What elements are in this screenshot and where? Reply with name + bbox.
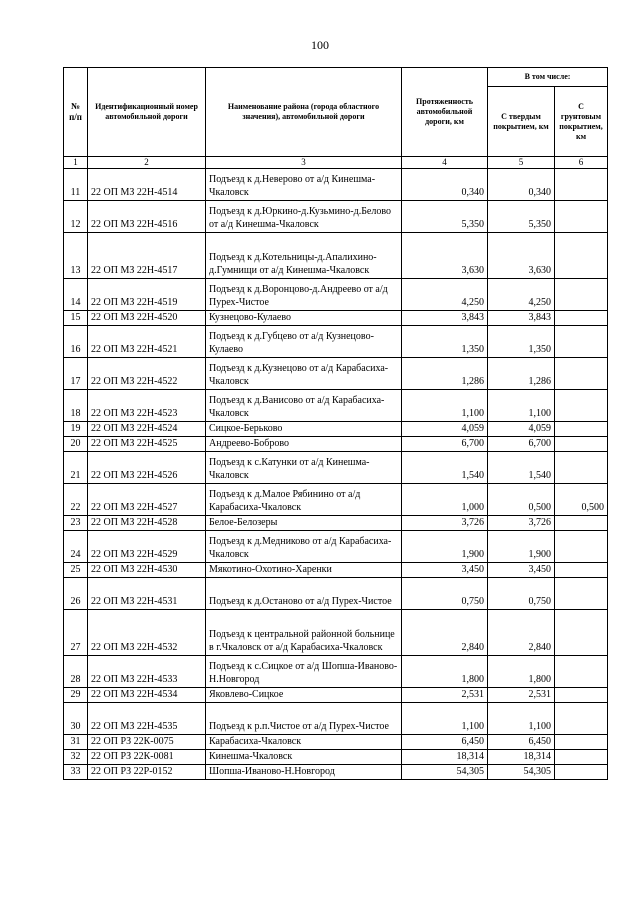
row-number: 25 [64, 563, 88, 578]
row-number: 19 [64, 422, 88, 437]
column-number-4: 4 [402, 157, 488, 169]
dirt-surface-length [555, 703, 608, 735]
hard-surface-length: 5,350 [488, 201, 555, 233]
table-row [64, 484, 608, 516]
road-id: 22 ОП МЗ 22Н-4520 [88, 311, 206, 326]
dirt-surface-length [555, 735, 608, 750]
road-length: 1,100 [402, 390, 488, 422]
table-row [64, 279, 608, 311]
table-row [64, 703, 608, 735]
dirt-surface-length [555, 358, 608, 390]
table-row [64, 688, 608, 703]
hard-surface-length: 0,750 [488, 578, 555, 610]
table-row [64, 201, 608, 233]
road-name: Белое-Белозеры [206, 516, 402, 531]
column-number-3: 3 [206, 157, 402, 169]
table-row [64, 390, 608, 422]
column-number-row [64, 157, 608, 169]
road-name: Андреево-Боброво [206, 437, 402, 452]
dirt-surface-length [555, 750, 608, 765]
row-number: 14 [64, 279, 88, 311]
dirt-surface-length [555, 437, 608, 452]
road-name: Подъезд к д.Губцево от а/д Кузнецово-Кулаево [206, 326, 402, 358]
row-number: 16 [64, 326, 88, 358]
dirt-surface-length [555, 578, 608, 610]
dirt-surface-length [555, 656, 608, 688]
table-row [64, 358, 608, 390]
header-col-hard-surface: С твердым покрытием, км [488, 87, 555, 157]
road-id: 22 ОП МЗ 22Н-4535 [88, 703, 206, 735]
table-row [64, 516, 608, 531]
hard-surface-length: 3,450 [488, 563, 555, 578]
hard-surface-length: 1,800 [488, 656, 555, 688]
road-id: 22 ОП МЗ 22Н-4526 [88, 452, 206, 484]
table-row [64, 765, 608, 780]
table-row [64, 563, 608, 578]
row-number: 18 [64, 390, 88, 422]
road-length: 1,286 [402, 358, 488, 390]
row-number: 23 [64, 516, 88, 531]
road-length: 0,340 [402, 169, 488, 201]
road-id: 22 ОП МЗ 22Н-4529 [88, 531, 206, 563]
road-id: 22 ОП МЗ 22Н-4521 [88, 326, 206, 358]
road-name: Сицкое-Берьково [206, 422, 402, 437]
hard-surface-length: 3,843 [488, 311, 555, 326]
hard-surface-length: 6,450 [488, 735, 555, 750]
road-name: Подъезд к с.Катунки от а/д Кинешма-Чкаловск [206, 452, 402, 484]
row-number: 20 [64, 437, 88, 452]
hard-surface-length: 4,250 [488, 279, 555, 311]
road-id: 22 ОП МЗ 22Н-4524 [88, 422, 206, 437]
hard-surface-length: 1,100 [488, 390, 555, 422]
road-length: 4,059 [402, 422, 488, 437]
dirt-surface-length [555, 422, 608, 437]
road-length: 1,000 [402, 484, 488, 516]
road-name: Подъезд к с.Сицкое от а/д Шопша-Иваново-Н.Новгород [206, 656, 402, 688]
dirt-surface-length: 0,500 [555, 484, 608, 516]
table-row [64, 452, 608, 484]
roads-table [63, 67, 608, 780]
row-number: 26 [64, 578, 88, 610]
row-number: 30 [64, 703, 88, 735]
table-row [64, 656, 608, 688]
row-number: 12 [64, 201, 88, 233]
road-length: 54,305 [402, 765, 488, 780]
road-length: 1,800 [402, 656, 488, 688]
table-row [64, 326, 608, 358]
road-length: 1,100 [402, 703, 488, 735]
road-length: 3,726 [402, 516, 488, 531]
dirt-surface-length [555, 765, 608, 780]
hard-surface-length: 0,500 [488, 484, 555, 516]
row-number: 28 [64, 656, 88, 688]
dirt-surface-length [555, 610, 608, 656]
road-id: 22 ОП МЗ 22Н-4517 [88, 233, 206, 279]
road-name: Кинешма-Чкаловск [206, 750, 402, 765]
table-body [64, 169, 608, 780]
row-number: 21 [64, 452, 88, 484]
road-id: 22 ОП МЗ 22Н-4527 [88, 484, 206, 516]
table-row [64, 311, 608, 326]
table-row [64, 422, 608, 437]
road-id: 22 ОП МЗ 22Н-4530 [88, 563, 206, 578]
header-group-including: В том числе: [488, 68, 608, 87]
hard-surface-length: 1,900 [488, 531, 555, 563]
road-name: Подъезд к д.Неверово от а/д Кинешма-Чкаловск [206, 169, 402, 201]
hard-surface-length: 1,350 [488, 326, 555, 358]
hard-surface-length: 6,700 [488, 437, 555, 452]
road-length: 6,450 [402, 735, 488, 750]
road-name: Подъезд к д.Медниково от а/д Карабасиха-Чкаловск [206, 531, 402, 563]
header-col-number: № п/п [64, 68, 88, 157]
road-name: Шопша-Иваново-Н.Новгород [206, 765, 402, 780]
header-col-dirt-surface: С грунтовым покрытием, км [555, 87, 608, 157]
table-row [64, 233, 608, 279]
header-col-length: Протяженность автомобильной дороги, км [402, 68, 488, 157]
hard-surface-length: 4,059 [488, 422, 555, 437]
column-number-5: 5 [488, 157, 555, 169]
road-name: Подъезд к д.Останово от а/д Пурех-Чистое [206, 578, 402, 610]
row-number: 31 [64, 735, 88, 750]
road-length: 5,350 [402, 201, 488, 233]
dirt-surface-length [555, 326, 608, 358]
hard-surface-length: 1,100 [488, 703, 555, 735]
hard-surface-length: 1,286 [488, 358, 555, 390]
road-length: 3,450 [402, 563, 488, 578]
road-name: Подъезд к д.Малое Рябинино от а/д Карабасиха-Чкаловск [206, 484, 402, 516]
hard-surface-length: 1,540 [488, 452, 555, 484]
hard-surface-length: 18,314 [488, 750, 555, 765]
road-length: 0,750 [402, 578, 488, 610]
road-id: 22 ОП РЗ 22К-0075 [88, 735, 206, 750]
road-id: 22 ОП МЗ 22Н-4516 [88, 201, 206, 233]
road-id: 22 ОП МЗ 22Н-4528 [88, 516, 206, 531]
hard-surface-length: 2,840 [488, 610, 555, 656]
road-id: 22 ОП РЗ 22Р-0152 [88, 765, 206, 780]
row-number: 24 [64, 531, 88, 563]
road-name: Подъезд к центральной районной больнице в г.Чкаловск от а/д Карабасиха-Чкаловск [206, 610, 402, 656]
dirt-surface-length [555, 452, 608, 484]
road-length: 1,900 [402, 531, 488, 563]
road-id: 22 ОП МЗ 22Н-4514 [88, 169, 206, 201]
road-name: Подъезд к д.Котельницы-д.Апалихино-д.Гумнищи от а/д Кинешма-Чкаловск [206, 233, 402, 279]
road-length: 1,540 [402, 452, 488, 484]
road-length: 3,843 [402, 311, 488, 326]
dirt-surface-length [555, 279, 608, 311]
row-number: 22 [64, 484, 88, 516]
road-name: Подъезд к д.Ванисово от а/д Карабасиха-Чкаловск [206, 390, 402, 422]
hard-surface-length: 3,630 [488, 233, 555, 279]
dirt-surface-length [555, 563, 608, 578]
road-length: 1,350 [402, 326, 488, 358]
hard-surface-length: 2,531 [488, 688, 555, 703]
road-name: Подъезд к д.Кузнецово от а/д Карабасиха-Чкаловск [206, 358, 402, 390]
road-length: 6,700 [402, 437, 488, 452]
hard-surface-length: 54,305 [488, 765, 555, 780]
road-id: 22 ОП МЗ 22Н-4519 [88, 279, 206, 311]
row-number: 13 [64, 233, 88, 279]
table-row [64, 169, 608, 201]
dirt-surface-length [555, 311, 608, 326]
column-number-2: 2 [88, 157, 206, 169]
table-row [64, 531, 608, 563]
road-length: 4,250 [402, 279, 488, 311]
page-number: 100 [311, 38, 329, 52]
road-name: Мякотино-Охотино-Харенки [206, 563, 402, 578]
dirt-surface-length [555, 169, 608, 201]
row-number: 11 [64, 169, 88, 201]
road-length: 18,314 [402, 750, 488, 765]
road-name: Кузнецово-Кулаево [206, 311, 402, 326]
row-number: 27 [64, 610, 88, 656]
table-row [64, 578, 608, 610]
road-id: 22 ОП МЗ 22Н-4533 [88, 656, 206, 688]
road-length: 2,531 [402, 688, 488, 703]
road-name: Подъезд к д.Воронцово-д.Андреево от а/д Пурех-Чистое [206, 279, 402, 311]
header-col-id: Идентификационный номер автомобильной дороги [88, 68, 206, 157]
row-number: 32 [64, 750, 88, 765]
column-number-1: 1 [64, 157, 88, 169]
dirt-surface-length [555, 531, 608, 563]
dirt-surface-length [555, 688, 608, 703]
road-name: Подъезд к р.п.Чистое от а/д Пурех-Чистое [206, 703, 402, 735]
road-id: 22 ОП МЗ 22Н-4531 [88, 578, 206, 610]
row-number: 29 [64, 688, 88, 703]
dirt-surface-length [555, 516, 608, 531]
table-row [64, 750, 608, 765]
table-row [64, 437, 608, 452]
dirt-surface-length [555, 201, 608, 233]
road-name: Яковлево-Сицкое [206, 688, 402, 703]
road-id: 22 ОП МЗ 22Н-4532 [88, 610, 206, 656]
road-length: 2,840 [402, 610, 488, 656]
row-number: 33 [64, 765, 88, 780]
road-name: Подъезд к д.Юркино-д.Кузьмино-д.Белово от а/д Кинешма-Чкаловск [206, 201, 402, 233]
table-row [64, 735, 608, 750]
road-id: 22 ОП МЗ 22Н-4522 [88, 358, 206, 390]
column-number-6: 6 [555, 157, 608, 169]
road-name: Карабасиха-Чкаловск [206, 735, 402, 750]
road-length: 3,630 [402, 233, 488, 279]
hard-surface-length: 3,726 [488, 516, 555, 531]
road-id: 22 ОП РЗ 22К-0081 [88, 750, 206, 765]
header-col-name: Наименование района (города областного значения), автомобильной дороги [206, 68, 402, 157]
road-id: 22 ОП МЗ 22Н-4523 [88, 390, 206, 422]
dirt-surface-length [555, 390, 608, 422]
row-number: 15 [64, 311, 88, 326]
road-id: 22 ОП МЗ 22Н-4525 [88, 437, 206, 452]
road-id: 22 ОП МЗ 22Н-4534 [88, 688, 206, 703]
row-number: 17 [64, 358, 88, 390]
table-row [64, 610, 608, 656]
hard-surface-length: 0,340 [488, 169, 555, 201]
dirt-surface-length [555, 233, 608, 279]
